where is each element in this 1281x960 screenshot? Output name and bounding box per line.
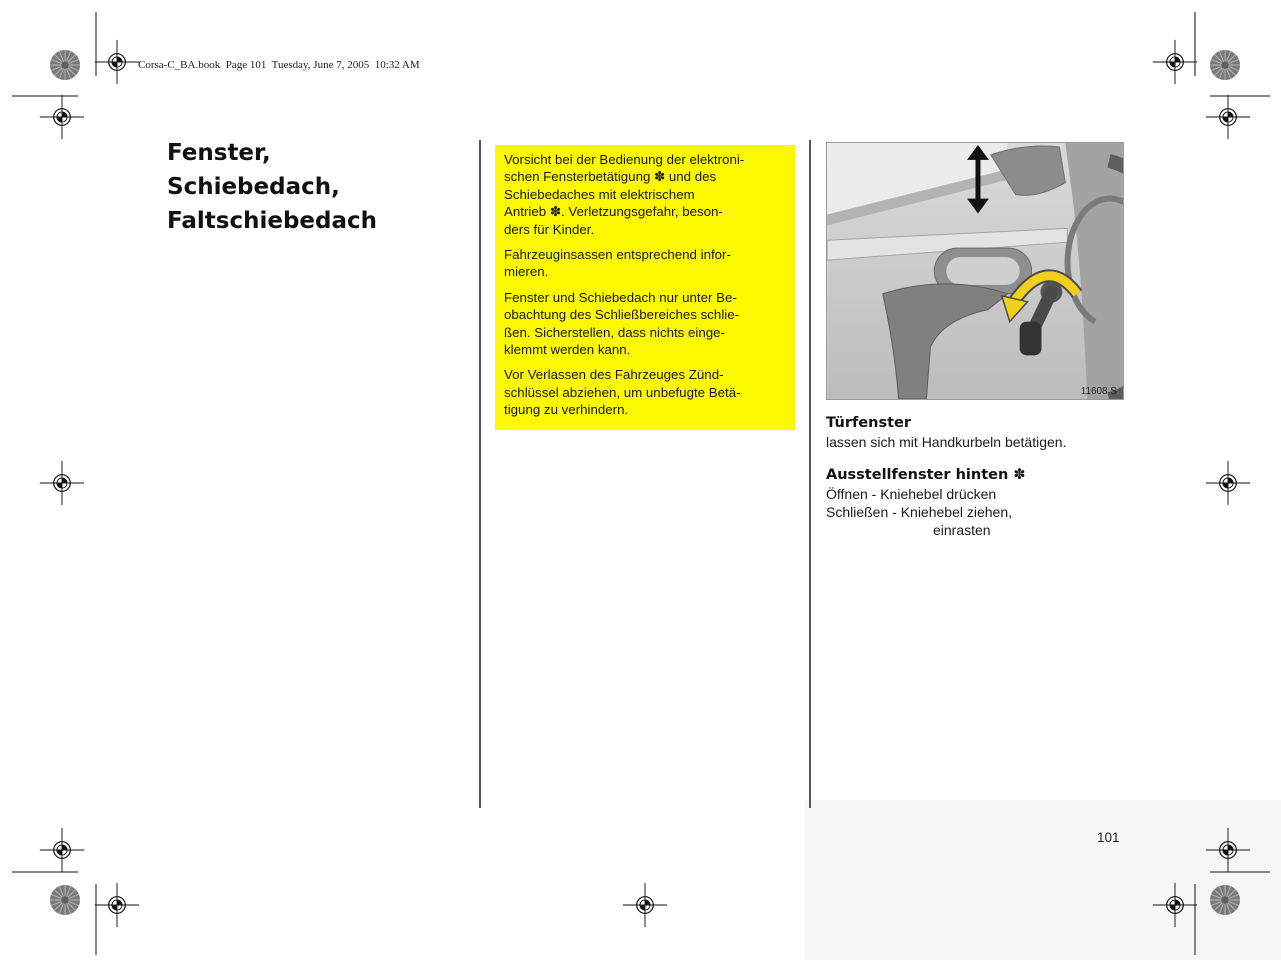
illustration-drawing	[827, 143, 1123, 399]
illustration-label: 11608 S	[1080, 386, 1117, 398]
warning-paragraph: Vorsicht bei der Bedienung der elektroni- schen Fensterbetätigung ✽ und des Schiebedaches mit elektrischem Antrieb ✽. Verletzungsgefahr, beson- ders für Kinder.	[504, 152, 745, 237]
color-disc-icon	[50, 885, 80, 915]
registration-mark-icon	[623, 883, 667, 927]
registration-mark-icon	[40, 95, 84, 139]
section-heading-ausstellfenster: Ausstellfenster hinten ✽	[826, 467, 1026, 483]
column-rule	[809, 140, 811, 808]
registration-mark-icon	[95, 883, 139, 927]
warning-paragraph: Vor Verlassen des Fahrzeuges Zünd- schlüssel abziehen, um unbefugte Betä- tigung zu verhindern.	[504, 367, 741, 418]
registration-mark-icon	[95, 40, 139, 84]
section-text-tuerfenster: lassen sich mit Handkurbeln betätigen.	[826, 434, 1067, 450]
color-disc-icon	[1210, 50, 1240, 80]
registration-mark-icon	[1206, 461, 1250, 505]
right-column	[826, 414, 1126, 539]
warning-paragraph: Fenster und Schiebedach nur unter Be- obachtung des Schließbereiches schlie- ßen. Sicherstellen, dass nichts einge- klemmt werden kann.	[504, 289, 740, 358]
print-header: Corsa-C_BA.book Page 101 Tuesday, June 7, 2005 10:32 AM	[138, 59, 420, 71]
warning-paragraph: Fahrzeuginsassen entsprechend infor- mieren.	[504, 247, 731, 280]
registration-mark-icon	[1206, 95, 1250, 139]
registration-mark-icon	[40, 461, 84, 505]
warning-box	[495, 145, 795, 430]
registration-mark-icon	[1206, 828, 1250, 872]
column-rule	[479, 140, 481, 808]
instruction-line: Öffnen - Kniehebel drücken	[826, 486, 997, 502]
door-window-crank-illustration	[826, 142, 1124, 400]
color-disc-icon	[1210, 885, 1240, 915]
door-handle	[946, 257, 1019, 285]
registration-mark-icon	[1153, 40, 1197, 84]
registration-mark-icon	[1153, 883, 1197, 927]
title-line: Fenster,	[167, 140, 271, 166]
instruction-line: Schließen - Kniehebel ziehen,	[826, 504, 1013, 520]
title-line: Schiebedach,	[167, 174, 340, 200]
section-heading-tuerfenster: Türfenster	[826, 415, 911, 431]
title-line: Faltschiebedach	[167, 208, 377, 234]
page-title	[167, 136, 377, 238]
color-disc-icon	[50, 50, 80, 80]
instruction-line: einrasten	[933, 522, 991, 538]
registration-mark-icon	[40, 828, 84, 872]
page-number: 101	[1097, 830, 1120, 845]
crank-knob	[1020, 322, 1042, 356]
